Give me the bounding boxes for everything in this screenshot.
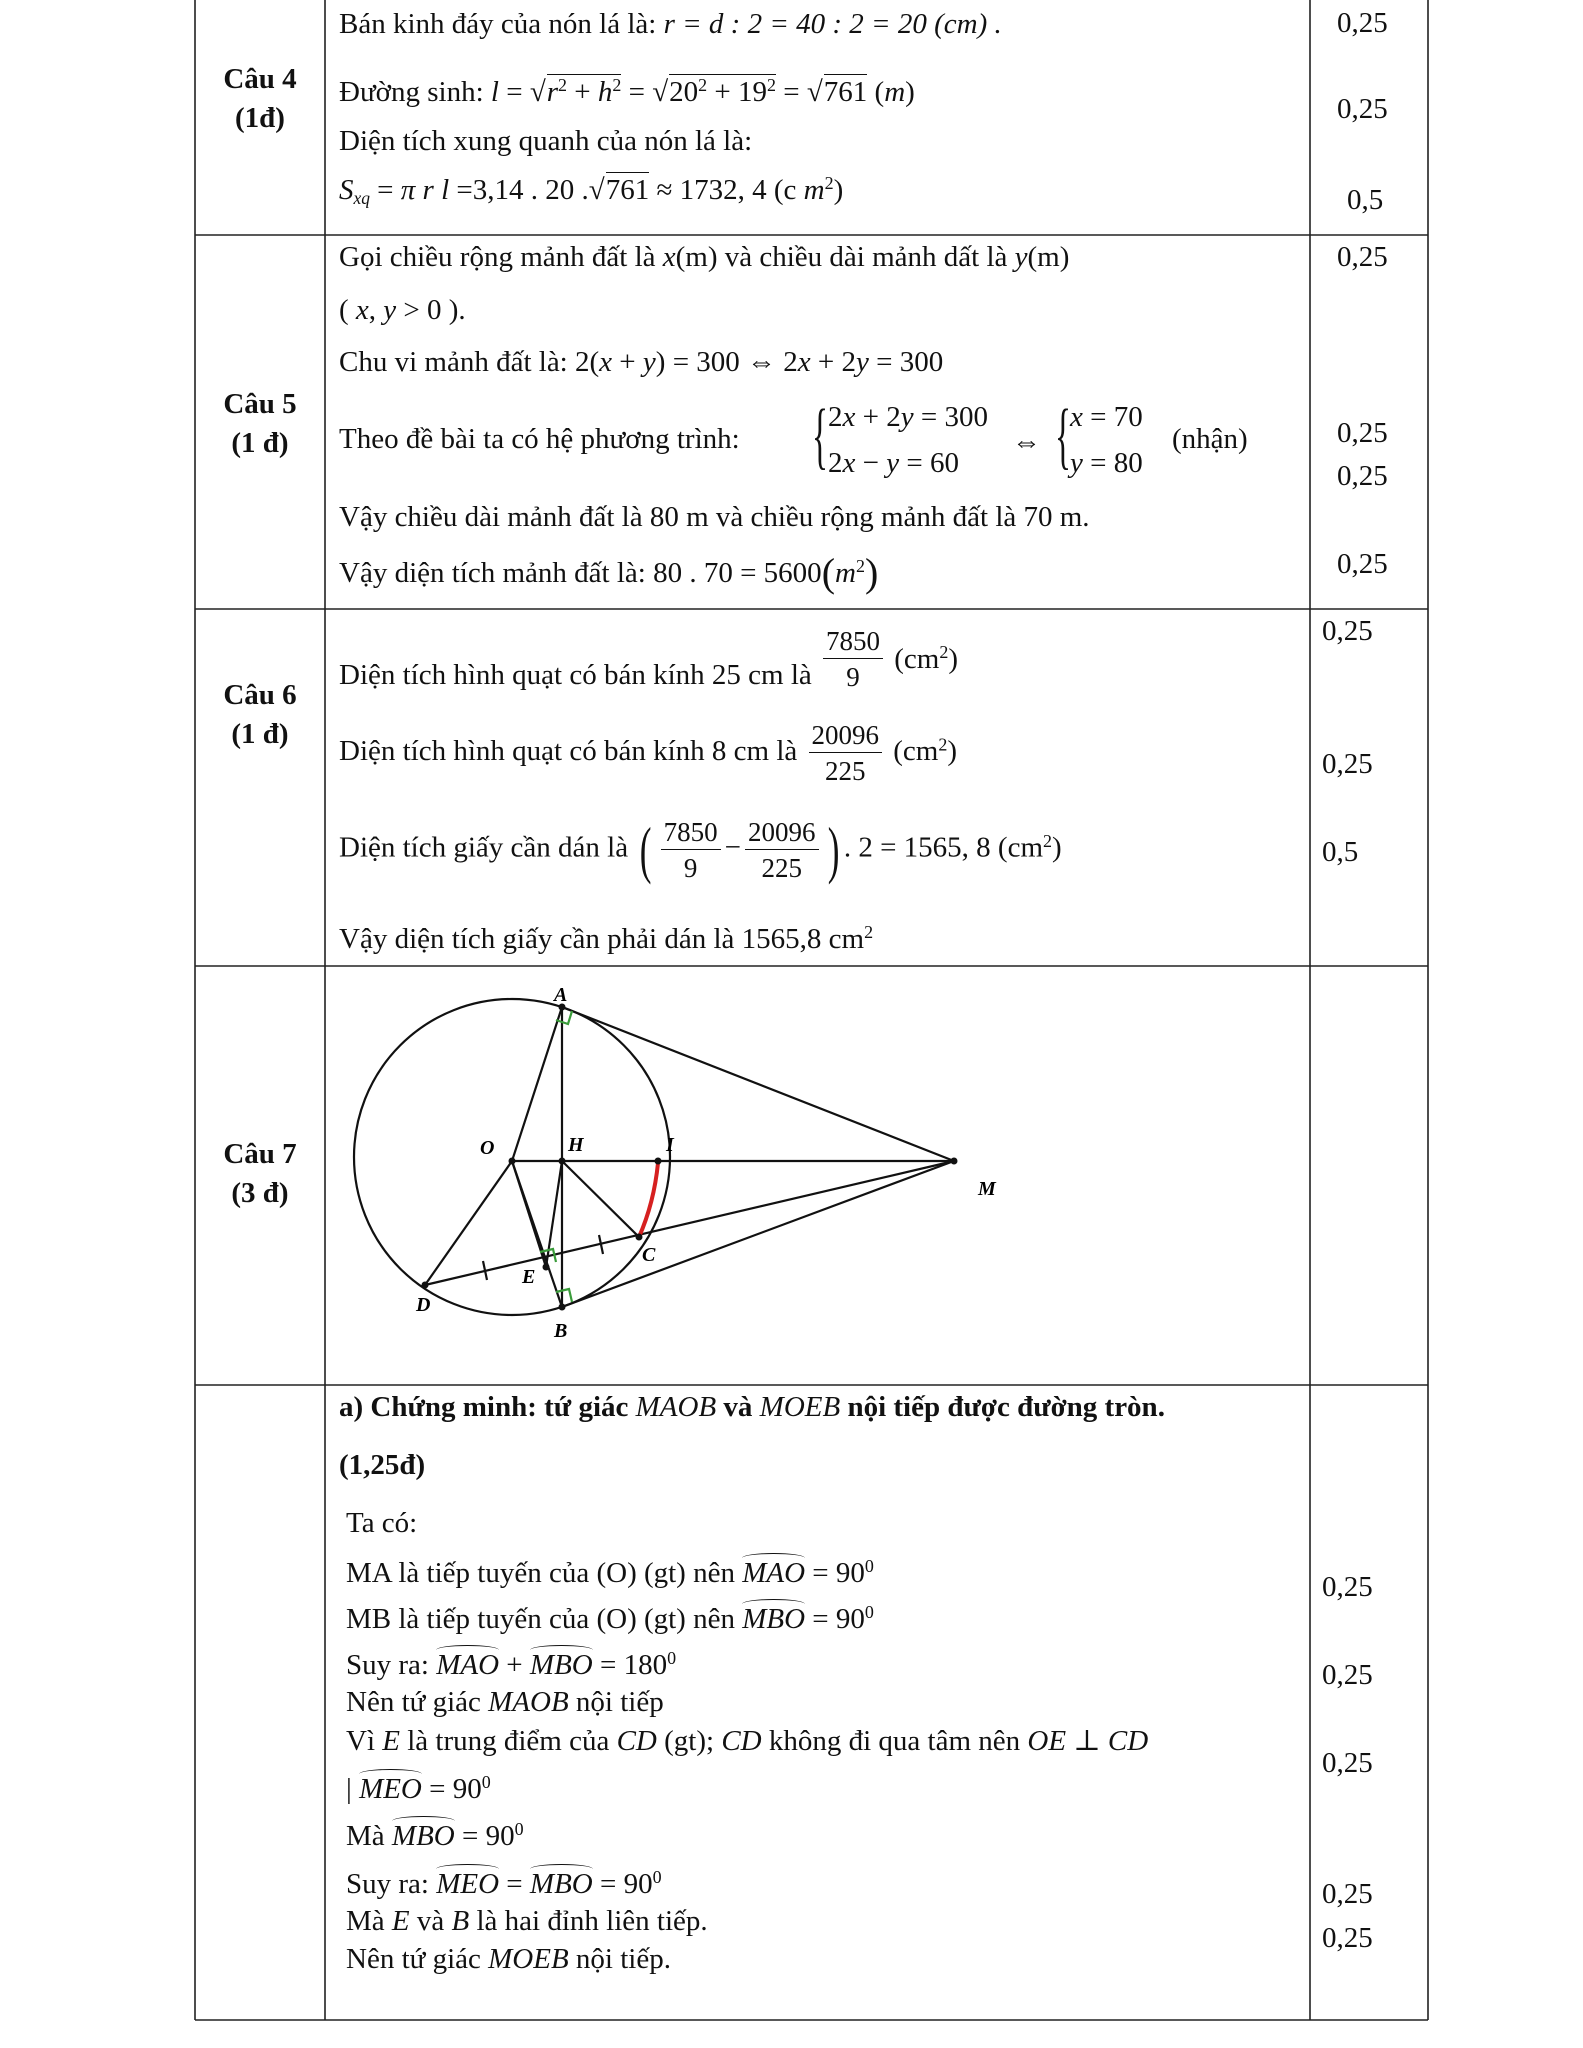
tangent-mb [562, 1161, 954, 1307]
q6-score-1: 0,25 [1322, 615, 1373, 647]
q7-part-a-title-end: nội tiếp được đường tròn. [847, 1391, 1165, 1423]
circle-o [354, 999, 670, 1315]
q5-line3-text: Chu vi mảnh đất là: [339, 346, 568, 378]
q7-score-3: 0,25 [1322, 1747, 1373, 1779]
q5-solution-x: x = 70 [1070, 401, 1143, 433]
q7-line-midpoint-vi: Vì [346, 1725, 375, 1757]
q4-line4-lateral-area-formula: $S_{xq} = \pi$ r l =3,14 . 20 .√761 ≈ 1732, 4 (c $m^2$) [339, 173, 844, 209]
q6-line1-text: Diện tích hình quạt có bán kính 25 cm là [339, 659, 812, 692]
q7-score-2: 0,25 [1322, 1659, 1373, 1691]
q6-score-2: 0,25 [1322, 748, 1373, 780]
q6-line2-text: Diện tích hình quạt có bán kính 8 cm là [339, 735, 798, 768]
point-label-i: I [666, 1134, 674, 1156]
q6-line4-text: Vậy diện tích giấy cần phải dán là 1565,8 cm [339, 923, 865, 955]
q4-label-points: (1đ) [235, 102, 285, 135]
q5-line2-condition: ( x, y > 0 ). [339, 294, 466, 326]
q5-line6: Vậy diện tích mảnh đất là: 80 . $70 = 5600(m^2)$ [339, 550, 879, 595]
point-label-d: D [416, 1294, 431, 1316]
q4-slant-height-formula: $l = √r^2 + h^2 = √20^2 + 19^2 = √761$ (m) [490, 75, 915, 108]
q7-line-midpoint-text: là trung điểm của [407, 1725, 610, 1757]
q7-line-meo: | MEO = $90^0$ [346, 1772, 491, 1805]
q7-line-ma-tangent: MA là tiếp tuyến của (O) (gt) nên MAO = $90^0$ [346, 1556, 874, 1589]
q7-label-points: (3 đ) [231, 1177, 289, 1210]
q5-label [196, 385, 324, 463]
q5-label-points: (1 đ) [231, 427, 289, 460]
q4-line1-math: r = d : 2 = 40 : 2 = 20 (cm) . [663, 8, 1002, 40]
q7-line-consecutive-va: và [416, 1905, 445, 1937]
q7-line-mb-tangent: MB là tiếp tuyến của (O) (gt) nên MBO = $90^0$ [346, 1602, 874, 1635]
q6-label-number: Câu 6 [223, 679, 297, 711]
q7-ta-co: Ta có: [346, 1507, 418, 1539]
point-label-b: B [554, 1320, 568, 1342]
q7-line-sum-text: Suy ra: [346, 1649, 429, 1681]
q4-label [196, 60, 324, 138]
q4-label-number: Câu 4 [223, 63, 297, 95]
q6-line2: Diện tích hình quạt có bán kính 8 cm là $\frac{20096}{225}$ $(cm^2)$ [339, 720, 958, 786]
q5-label-number: Câu 5 [223, 388, 297, 420]
q7-line-equal-angles-text: Suy ra: [346, 1868, 429, 1900]
q6-score-3: 0,5 [1322, 836, 1359, 868]
q7-line-ma-tangent-text: MA là tiếp tuyến của (O) (gt) nên [346, 1557, 735, 1589]
point-label-c: C [642, 1244, 656, 1266]
q4-line3: Diện tích xung quanh của nón lá là: [339, 125, 753, 157]
q5-score-1: 0,25 [1337, 241, 1388, 273]
q7-label-number: Câu 7 [223, 1138, 297, 1170]
q5-solution-y: y = 80 [1070, 447, 1143, 479]
segment-od [425, 1161, 512, 1285]
point-label-o: O [480, 1137, 495, 1159]
q7-line-consecutive: Mà E và B là hai đỉnh liên tiếp. [346, 1905, 708, 1937]
q5-system-brace-left: { [812, 395, 828, 477]
q7-line-moeb-end: nội tiếp. [575, 1943, 671, 1975]
tangent-ma [562, 1007, 954, 1161]
q7-score-5: 0,25 [1322, 1922, 1373, 1954]
q5-line5: Vậy chiều dài mảnh đất là 80 m và chiều rộng mảnh đất là 70 m. [339, 501, 1090, 533]
point-label-m: M [978, 1178, 996, 1200]
q5-line1: Gọi chiều rộng mảnh đất là x(m) và chiều dài mảnh dất là y(m) [339, 241, 1070, 273]
q7-line-sum: Suy ra: MAO + MBO = $180^0$ [346, 1648, 677, 1681]
q4-line2 [339, 75, 915, 108]
q5-line3: Chu vi mảnh đất là: 2(x + y) = 300 ⇔ 2x + 2y = 300 [339, 346, 944, 378]
q5-line4-text: Theo đề bài ta có hệ phương trình: [339, 423, 740, 455]
q6-label-points: (1 đ) [231, 718, 289, 751]
q7-line-ma-mbo-text: Mà [346, 1820, 385, 1852]
q5-line1-mid: và chiều dài mảnh dất là [724, 241, 1008, 273]
q7-score-4: 0,25 [1322, 1878, 1373, 1910]
q5-score-4: 0,25 [1337, 548, 1388, 580]
point-label-e: E [522, 1266, 536, 1288]
q7-line-moeb: Nên tứ giác MOEB nội tiếp. [346, 1943, 671, 1975]
q4-line2-text: Đường sinh: [339, 76, 484, 108]
q5-line6-text: Vậy diện tích mảnh đất là: [339, 557, 646, 589]
q5-line1-text: Gọi chiều rộng mảnh đất là [339, 241, 656, 273]
q6-line4: Vậy diện tích giấy cần phải dán là 1565,8 $cm^2$ [339, 922, 874, 955]
q7-part-a-points: (1,25đ) [339, 1449, 426, 1481]
q7-line-moeb-text: Nên tứ giác [346, 1943, 481, 1975]
q7-line-equal-angles: Suy ra: MEO = MBO = $90^0$ [346, 1867, 662, 1900]
q5-score-2: 0,25 [1337, 417, 1388, 449]
q7-line-midpoint-gt: (gt); [664, 1725, 715, 1757]
segment-hc [562, 1161, 639, 1237]
geometry-figure [326, 967, 1310, 1384]
q7-line-midpoint: Vì E là trung điểm của CD (gt); CD không đi qua tâm nên OE ⊥ CD [346, 1725, 1149, 1757]
q7-line-maob-end: nội tiếp [575, 1686, 664, 1718]
q4-line1 [339, 10, 1002, 39]
q7-score-1: 0,25 [1322, 1571, 1373, 1603]
q5-system-eq1: 2x + 2y = 300 [828, 401, 988, 433]
q7-line-consecutive-ma: Mà [346, 1905, 385, 1937]
q4-score-3: 0,5 [1347, 184, 1384, 216]
q6-line3-text: Diện tích giấy cần dán là [339, 831, 629, 864]
q7-part-a-title: a) Chứng minh: tứ giác MAOB và MOEB nội tiếp được đường tròn. [339, 1391, 1165, 1423]
q7-part-a-title-start: a) Chứng minh: tứ giác [339, 1391, 629, 1423]
q5-score-3: 0,25 [1337, 460, 1388, 492]
segment-oa [512, 1007, 562, 1161]
q6-line1: Diện tích hình quạt có bán kính 25 cm là $\frac{7850}{9}$ $(cm^2)$ [339, 626, 959, 692]
q7-part-a-title-mid: và [723, 1391, 753, 1423]
q6-label [196, 676, 324, 754]
q5-system-eq2: 2x − y = 60 [828, 447, 959, 479]
q7-line-mb-tangent-text: MB là tiếp tuyến của (O) (gt) nên [346, 1603, 735, 1635]
q4-line1-text: Bán kinh đáy của nón lá là: [339, 8, 657, 40]
q7-line-maob: Nên tứ giác MAOB nội tiếp [346, 1686, 664, 1718]
point-label-a: A [554, 984, 568, 1006]
q7-line-midpoint-end: không đi qua tâm nên [768, 1725, 1021, 1757]
q7-line-ma-mbo: Mà MBO = $90^0$ [346, 1819, 524, 1852]
point-label-h: H [568, 1134, 584, 1156]
q7-line-consecutive-end: là hai đỉnh liên tiếp. [476, 1905, 708, 1937]
q4-score-2: 0,25 [1337, 93, 1388, 125]
q5-system-brace-right: { [1055, 395, 1071, 477]
q6-line3: Diện tích giấy cần dán là ( $\frac{7850}{9}$ − $\frac{20096}{225}$ ) . 2 = 1565, 8 $(cm^2)$ [339, 814, 1062, 885]
secant-dm [425, 1161, 954, 1285]
q5-line4-note: (nhận) [1172, 423, 1248, 455]
q5-equivalence: ⇔ [1012, 426, 1041, 458]
q4-score-1: 0,25 [1337, 7, 1388, 39]
q7-label [196, 1135, 324, 1213]
q7-line-maob-text: Nên tứ giác [346, 1686, 481, 1718]
